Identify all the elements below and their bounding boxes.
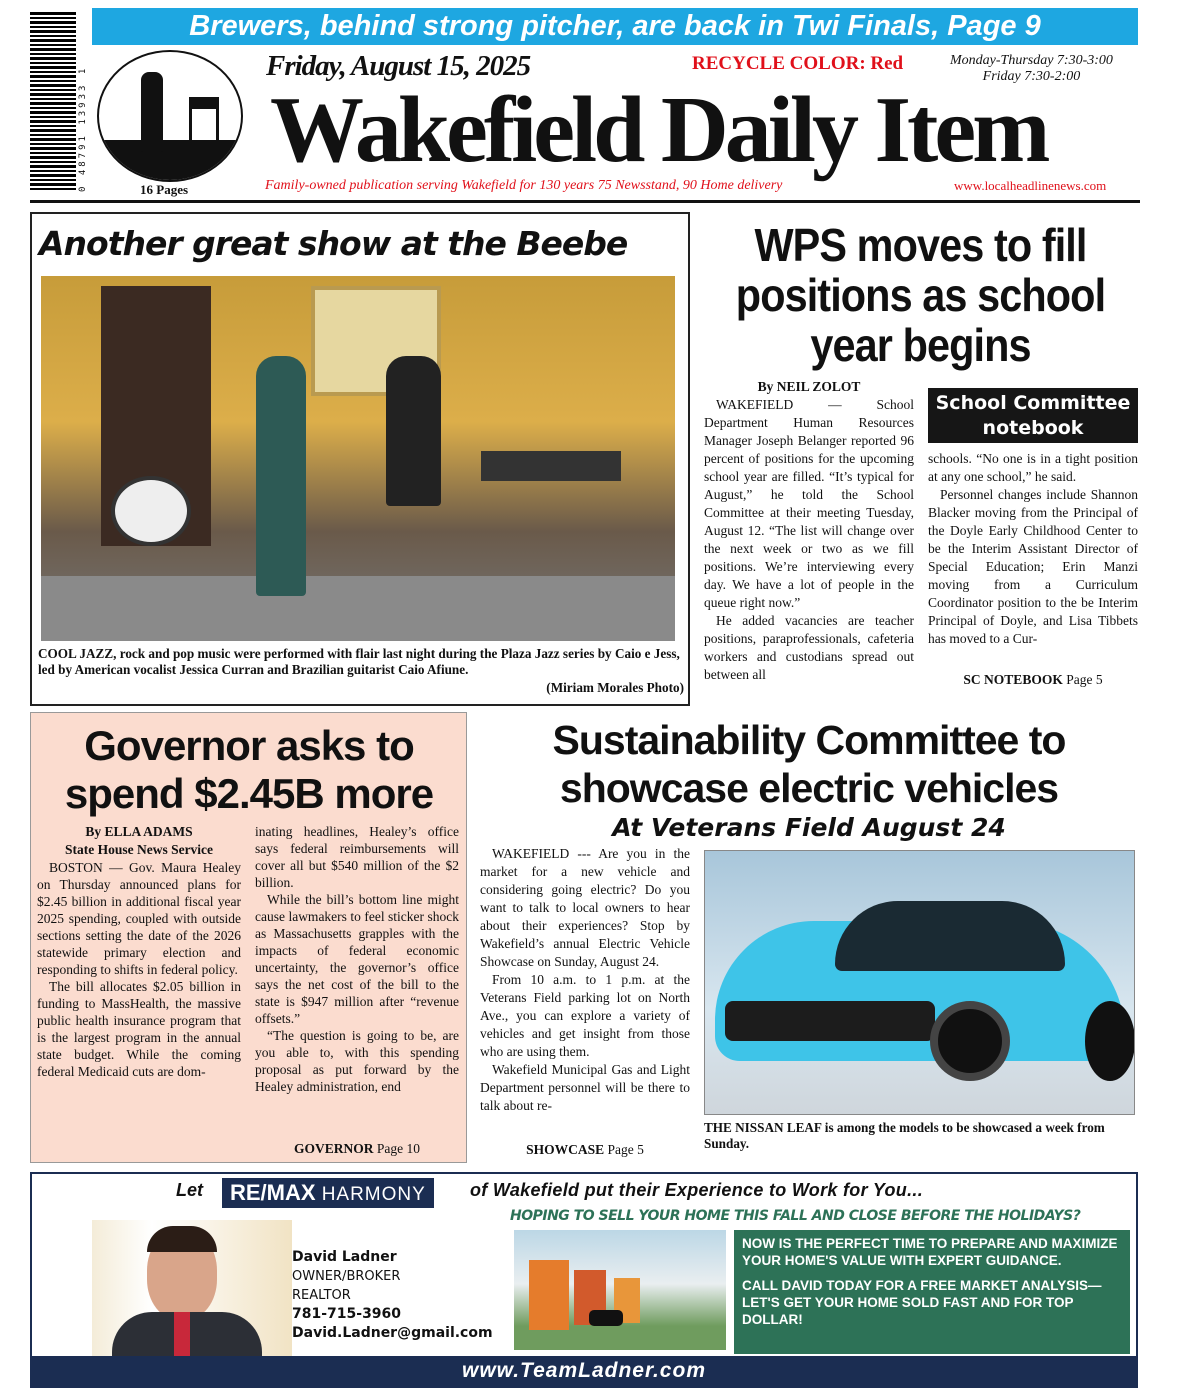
paragraph: Personnel changes include Shannon Blacker moving from the Principal of the Doyle Early Childhood Center to be the Interim Assistant Director of Special Education; Erin Manzi moving from a Curriculum Coordinator position to the be Interim Principal of Doyle, and Lisa Tibbets has moved to a Cur- xyxy=(928,487,1138,646)
governor-column-1 xyxy=(37,859,241,1080)
paragraph: WAKEFIELD --- Are you in the market for a new vehicle and considering going electric? Do you want to talk to local owners to hear about their experiences? Stop by Wakefield’s annual Electric Vehicle Showcase on Sunday, August 24. xyxy=(480,846,690,969)
hours-friday: Friday 7:30-2:00 xyxy=(982,69,1081,84)
beebe-caption: COOL JAZZ, rock and pop music were performed with flair last night during the Plaza Jazz series by Caio e Jess, led by American vocalist Jessica Curran and Brazilian guitarist Caio Afiune. xyxy=(38,646,680,677)
remax-text: RE/MAX xyxy=(230,1180,316,1205)
jump-page: Page 10 xyxy=(373,1141,420,1156)
barcode-number: 0 48791 13933 1 xyxy=(78,65,88,192)
paragraph: He added vacancies are teacher positions, paraprofessionals, cafeteria workers and custodians spread out between all xyxy=(704,613,914,682)
agent-phone[interactable]: 781-715-3960 xyxy=(292,1306,402,1322)
wps-column-1 xyxy=(704,396,914,684)
jump-label: SC NOTEBOOK xyxy=(963,672,1063,687)
barcode xyxy=(30,10,76,190)
wps-jump-link[interactable] xyxy=(928,672,1138,688)
remax-advertisement[interactable] xyxy=(30,1172,1138,1388)
page-count: 16 Pages xyxy=(140,182,189,197)
recycle-color: RECYCLE COLOR: Red xyxy=(692,53,904,74)
tagline: Family-owned publication serving Wakefield for 130 years 75 Newsstand, 90 Home delivery xyxy=(265,178,783,193)
issue-date: Friday, August 15, 2025 xyxy=(266,50,531,82)
governor-byline: By ELLA ADAMS xyxy=(85,824,193,839)
masthead-rule xyxy=(30,200,1140,203)
wps-headline[interactable]: WPS moves to fill positions as school year begins xyxy=(735,219,1106,371)
ad-hoping: HOPING TO SELL YOUR HOME THIS FALL AND CLOSE BEFORE THE HOLIDAYS? xyxy=(510,1208,1081,1224)
website-link[interactable]: www.localheadlinenews.com xyxy=(954,178,1107,193)
paragraph: The bill allocates $2.05 billion in funding to MassHealth, the massive public health insurance program that is the largest program in the annual state budget. While the coming federal Medicaid cuts are dom- xyxy=(37,979,241,1079)
paragraph: “The question is going to be, are you able to, with this spending proposal as put forward by the Healey administration, end xyxy=(255,1028,459,1094)
remax-harmony-logo xyxy=(222,1178,434,1208)
governor-jump-link[interactable] xyxy=(255,1141,459,1157)
agent-contact xyxy=(292,1248,493,1343)
wps-column-2 xyxy=(928,450,1138,648)
nissan-leaf-photo[interactable] xyxy=(704,850,1135,1115)
jump-page: Page 5 xyxy=(604,1142,644,1157)
houses-illustration xyxy=(514,1230,726,1350)
showcase-jump-link[interactable] xyxy=(480,1142,690,1158)
wps-byline: By NEIL ZOLOT xyxy=(757,379,861,394)
beebe-headline: Another great show at the Beebe xyxy=(39,224,628,263)
logo-minuteman xyxy=(97,50,243,182)
paragraph: WAKEFIELD — School Department Human Resources Manager Joseph Belanger reported 96 percent of positions for the upcoming school year are filled. “It’s typical for August,” he told the School Committee at their meeting Tuesday, August 12. “The list will change over the next week or two as we fill positions. We’re interviewing every day. We have a lot of people in the queue right now.” xyxy=(704,397,914,610)
jump-label: GOVERNOR xyxy=(293,1141,374,1156)
agent-role-1: OWNER/BROKER xyxy=(292,1269,401,1284)
sustainability-subhead: At Veterans Field August 24 xyxy=(612,813,1006,842)
newspaper-title: Wakefield Daily Item xyxy=(270,78,1047,182)
paragraph: inating headlines, Healey’s office says federal reimbursements will cover all but $540 million of the $2 billion. xyxy=(255,824,459,890)
paragraph: From 10 a.m. to 1 p.m. at the Veterans Field parking lot on North Ave., you can explore a variety of vehicles and get insight from those who are using them. xyxy=(480,972,690,1059)
sustainability-headline[interactable]: Sustainability Committee to showcase electric vehicles xyxy=(552,717,1066,811)
jazz-band-photo[interactable] xyxy=(41,276,675,641)
harmony-text: HARMONY xyxy=(321,1184,426,1205)
governor-column-2 xyxy=(255,823,459,1095)
agent-photo xyxy=(92,1220,292,1356)
paragraph: BOSTON — Gov. Maura Healey on Thursday announced plans for $2.45 billion in additional fiscal year 2025 spending, coupled with outside sections setting the date of the 2026 statewide primary election and responding to shifts in federal policy. xyxy=(37,860,241,977)
ad-message-box xyxy=(734,1230,1130,1354)
agent-email[interactable]: David.Ladner@gmail.com xyxy=(292,1325,493,1341)
team-ladner-website-link[interactable]: www.TeamLadner.com xyxy=(32,1356,1136,1386)
ad-message-2: CALL DAVID TODAY FOR A FREE MARKET ANALYSIS— LET'S GET YOUR HOME SOLD FAST AND FOR TOP DOLLAR! xyxy=(742,1278,1102,1327)
photo-credit: (Miriam Morales Photo) xyxy=(546,680,684,695)
governor-headline[interactable]: Governor asks to spend $2.45B more xyxy=(64,722,434,817)
paragraph: While the bill’s bottom line might cause lawmakers to feel sticker shock as Massachusetts grapples with the impacts of federal economic uncertainty, the governor’s office says the net cost of the bill to the state is $947 million after “revenue offsets.” xyxy=(255,892,459,1026)
school-committee-notebook-label: School Committee notebook xyxy=(928,388,1138,443)
jump-page: Page 5 xyxy=(1062,672,1103,687)
car-caption: THE NISSAN LEAF is among the models to be showcased a week from Sunday. xyxy=(704,1120,1105,1151)
paragraph: Wakefield Municipal Gas and Light Department personnel will be there to talk about re- xyxy=(480,1062,690,1113)
governor-service: State House News Service xyxy=(64,842,214,857)
ad-message-1: NOW IS THE PERFECT TIME TO PREPARE AND MAXIMIZE YOUR HOME'S VALUE WITH EXPERT GUIDANCE. xyxy=(742,1236,1118,1268)
top-banner-link[interactable]: Brewers, behind strong pitcher, are back in Twi Finals, Page 9 xyxy=(92,8,1138,45)
hours-weekdays: Monday-Thursday 7:30-3:00 xyxy=(950,53,1113,68)
paragraph: schools. “No one is in a tight position at any one school,” he said. xyxy=(928,451,1138,484)
sustainability-column xyxy=(480,845,690,1115)
ad-tagline: of Wakefield put their Experience to Work for You... xyxy=(470,1180,924,1200)
agent-name: David Ladner xyxy=(292,1249,397,1265)
jump-label: SHOWCASE xyxy=(526,1142,605,1157)
ad-let: Let xyxy=(176,1180,203,1200)
agent-role-2: REALTOR xyxy=(292,1288,351,1303)
